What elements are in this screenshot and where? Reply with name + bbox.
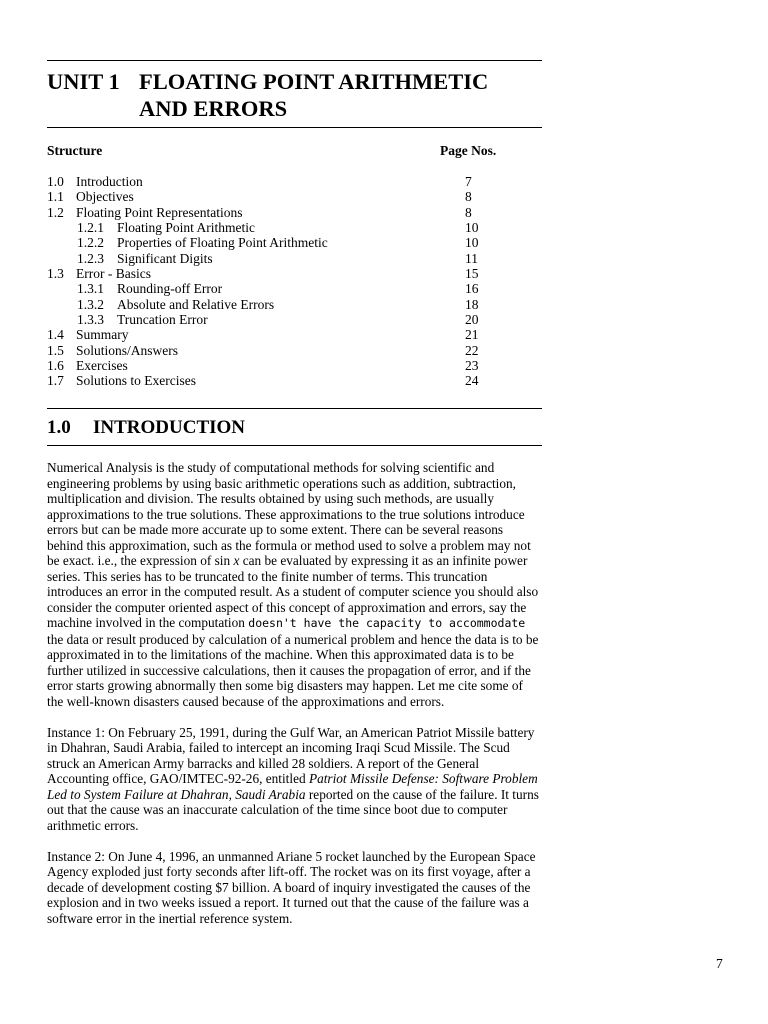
toc-item — [47, 373, 542, 388]
toc-item — [47, 189, 542, 204]
page-nos-label: Page Nos. — [440, 143, 497, 158]
toc-item-number: 1.7 — [47, 373, 64, 389]
toc-item-label: Exercises — [76, 358, 128, 374]
toc-item-page: 22 — [465, 342, 479, 358]
toc-item-page: 11 — [465, 250, 478, 266]
section-title — [47, 409, 542, 445]
structure-header — [47, 143, 542, 159]
page-number: 7 — [716, 956, 723, 971]
toc-item-number: 1.2 — [47, 204, 64, 220]
toc-item-number: 1.2.3 — [77, 250, 104, 266]
paragraph-intro: Numerical Analysis is the study of computational methods for solving scientific and engineering problems by using basic arithmetic operations such as addition, subtraction, multiplication and division. The results obtained by using such methods, are usually approximations to the true solutions. These approximations to the true solutions introduce errors but can be made more accurate up to some extent. There can be several reasons behind this approximation, such as the formula or method used to solve a problem may not be exact. i.e., the expression of sin x can be evaluated by expressing it as an infinite power series. This series has to be truncated to the finite number of terms. This truncation introduces an error in the computed result. As a student of computer science you should also consider the computer oriented aspect of this concept of approximation and errors, say the machine involved in the computation doesn't have the capacity to accommodate the data or result produced by calculation of a numerical problem and hence the data is to be approximated in to the limitations of the machine. When this approximated data is to be further utilized in successive calculations, then it causes the propagation of error, and if the error starts growing abnormally then some big disasters may happen. Let me cite some of the well-known disasters caused because of the approximations and errors. — [47, 460, 539, 709]
toc-item-label: Properties of Floating Point Arithmetic — [117, 235, 328, 251]
toc-item-label: Rounding-off Error — [117, 281, 223, 297]
table-of-contents — [47, 174, 542, 389]
toc-item — [47, 220, 542, 235]
toc-item-label: Solutions to Exercises — [76, 373, 196, 389]
toc-item-number: 1.3.2 — [77, 296, 104, 312]
toc-item-label: Solutions/Answers — [76, 342, 179, 358]
title-bottom-rule — [47, 127, 542, 128]
toc-item-label: Introduction — [76, 174, 143, 189]
toc-item-label: Floating Point Representations — [76, 204, 243, 220]
toc-item — [47, 343, 542, 358]
toc-item-page: 10 — [465, 220, 479, 236]
toc-item-number: 1.0 — [47, 174, 64, 189]
toc-item-page: 20 — [465, 312, 479, 328]
toc-item-page: 15 — [465, 266, 479, 282]
toc-item-number: 1.3.1 — [77, 281, 104, 297]
toc-item — [47, 251, 542, 266]
toc-item-page: 8 — [465, 189, 472, 205]
unit-number: UNIT 1 — [47, 69, 120, 94]
toc-item — [47, 281, 542, 296]
toc-item — [47, 297, 542, 312]
toc-item-page: 21 — [465, 327, 479, 343]
toc-item-number: 1.3.3 — [77, 312, 104, 328]
toc-item-page: 23 — [465, 358, 479, 374]
toc-item — [47, 266, 542, 281]
unit-title — [47, 61, 542, 127]
toc-item — [47, 312, 542, 327]
toc-item-number: 1.2.1 — [77, 220, 104, 236]
section-number: 1.0 — [47, 417, 71, 438]
toc-item — [47, 205, 542, 220]
toc-item-label: Absolute and Relative Errors — [117, 296, 275, 312]
toc-item-page: 16 — [465, 281, 479, 297]
section-title-text: INTRODUCTION — [93, 417, 246, 438]
toc-item-label: Error - Basics — [76, 266, 151, 282]
section-header — [47, 408, 542, 446]
toc-item-label: Floating Point Arithmetic — [117, 220, 255, 236]
unit-title-line-1: FLOATING POINT ARITHMETIC — [139, 69, 489, 94]
toc-item-number: 1.6 — [47, 358, 64, 374]
toc-item-label: Significant Digits — [117, 250, 213, 266]
section-bottom-rule — [47, 445, 542, 446]
toc-item-label: Truncation Error — [117, 312, 208, 328]
toc-item — [47, 174, 542, 189]
toc-item-page: 24 — [465, 373, 479, 389]
paragraph-instance-1: Instance 1: On February 25, 1991, during the Gulf War, an American Patriot Missile battery in Dhahran, Saudi Arabia, failed to intercept an incoming Iraqi Scud Missile. The Scud struck an American Army barracks and killed 28 soldiers. A report of the General Accounting office, GAO/IMTEC-92-26, entitled Patriot Missile Defense: Software Problem Led to System Failure at Dhahran, Saudi Arabia reported on the cause of the failure. It turns out that the cause was an inaccurate calculation of the time since boot due to computer arithmetic errors. — [47, 724, 539, 833]
toc-item — [47, 235, 542, 250]
body-text — [47, 460, 542, 942]
toc-item-number: 1.5 — [47, 342, 64, 358]
toc-item-page: 10 — [465, 235, 479, 251]
toc-item-number: 1.2.2 — [77, 235, 104, 251]
paragraph-instance-2: Instance 2: On June 4, 1996, an unmanned Ariane 5 rocket launched by the European Space Agency exploded just forty seconds after lift-off. The rocket was on its first voyage, after a decade of development costing $7 billion. A board of inquiry investigated the causes of the explosion and in two weeks issued a report. It turned out that the cause of the failure was a software error in the inertial reference system. — [47, 848, 536, 926]
toc-item-number: 1.1 — [47, 189, 64, 205]
toc-item-page: 18 — [465, 296, 479, 312]
report-title: Patriot Missile Defense: Software Problem Led to System Failure at Dhahran, Saudi Arabia — [47, 771, 538, 802]
toc-item — [47, 358, 542, 373]
structure-label: Structure — [47, 143, 103, 158]
unit-title-line-2: AND ERRORS — [139, 96, 288, 121]
toc-item-page: 8 — [465, 204, 472, 220]
toc-item-label: Summary — [76, 327, 129, 343]
toc-item — [47, 327, 542, 342]
toc-item-number: 1.4 — [47, 327, 64, 343]
toc-item-number: 1.3 — [47, 266, 64, 282]
toc-item-page: 7 — [465, 174, 472, 189]
unit-header — [47, 60, 542, 128]
toc-item-label: Objectives — [76, 189, 134, 205]
